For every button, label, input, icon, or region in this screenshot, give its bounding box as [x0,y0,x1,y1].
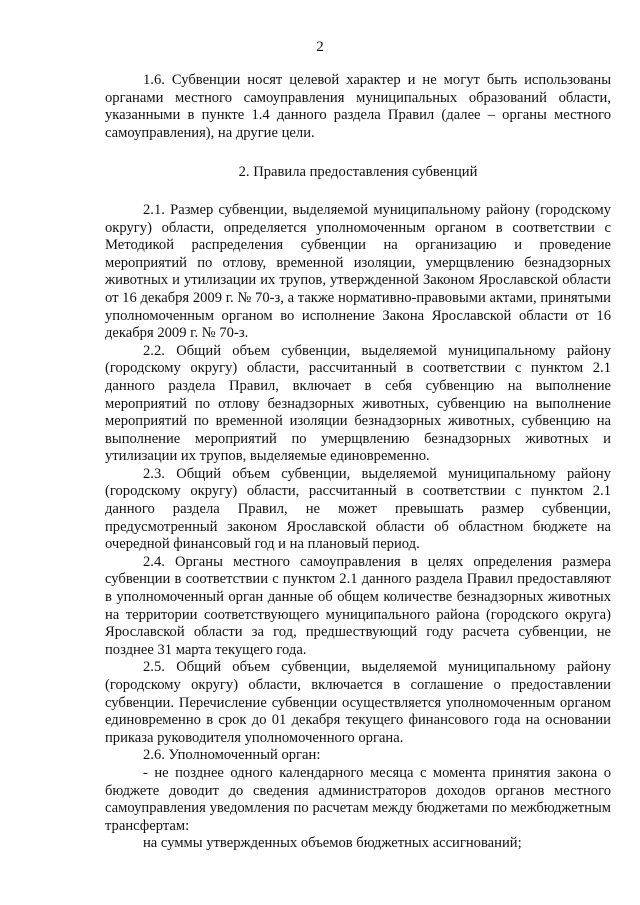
page-number: 2 [316,39,324,55]
paragraph-2-6-item-2: на суммы утвержденных объемов бюджетных ассигнований; [143,835,522,852]
paragraph-2-6-item-1: - не позднее одного календарного месяца с момента принятия закона о бюджете доводит до сведения администраторов доходов органов местного самоуправления уведомления по расчетам между бюджетами по межбюджетным трансфертам: [105,764,611,834]
paragraph-1-6: 1.6. Субвенции носят целевой характер и не могут быть использованы органами местного самоуправления муниципальных образований области, указанными в пункте 1.4 данного раздела Правил (далее – органы местного самоуправления), на другие цели. [105,72,611,141]
paragraph-2-3: 2.3. Общий объем субвенции, выделяемой муниципальному району (городскому округу) области, рассчитанный в соответствии с пунктом 2.1 данного раздела Правил, не может превышать размер субвенции, предусмотренный законом Ярославской области об областном бюджете на очередной финансовый год и на плановый период. [105,465,611,553]
paragraph-2-5: 2.5. Общий объем субвенции, выделяемой муниципальному району (городскому округу) области, включается в соглашение о предоставлении субвенции. Перечисление субвенции осуществляется уполномоченным органом единовременно в срок до 01 декабря текущего финансового года на основании приказа руководителя уполномоченного органа. [105,659,611,746]
paragraph-2-2: 2.2. Общий объем субвенции, выделяемой муниципальному району (городскому округу) области, рассчитанный в соответствии с пунктом 2.1 данного раздела Правил, включает в себя субвенцию на выполнение мероприятий по отлову безнадзорных животных, субвенцию на выполнение мероприятий по временной изоляции безнадзорных животных, субвенцию на выполнение мероприятий по умерщвлению безнадзорных животных и утилизации их трупов, выделяемые единовременно. [105,342,611,465]
paragraph-2-4: 2.4. Органы местного самоуправления в целях определения размера субвенции в соответствии с пунктом 2.1 данного раздела Правил предоставляют в уполномоченный орган данные об общем количестве безнадзорных животных на территории соответствующего муниципального района (городского округа) Ярославской области за год, предшествующий году расчета субвенции, не позднее 31 марта текущего года. [105,553,611,658]
paragraph-2-6: 2.6. Уполномоченный орган: [143,747,321,764]
paragraph-2-1: 2.1. Размер субвенции, выделяемой муниципальному району (городскому округу) области, определяется уполномоченным органом в соответствии с Методикой распределения субвенции на организацию и проведение мероприятий по отлову, временной изоляции, умерщвлению безнадзорных животных и утилизации их трупов, утвержденной Законом Ярославской области от 16 декабря 2009 г. № 70-з, а также нормативно-правовыми актами, принятыми уполномоченным органом во исполнение Закона Ярославской области от 16 декабря 2009 г. № 70-з. [105,201,611,342]
section-heading: 2. Правила предоставления субвенций [238,164,478,181]
document-body [105,72,611,853]
